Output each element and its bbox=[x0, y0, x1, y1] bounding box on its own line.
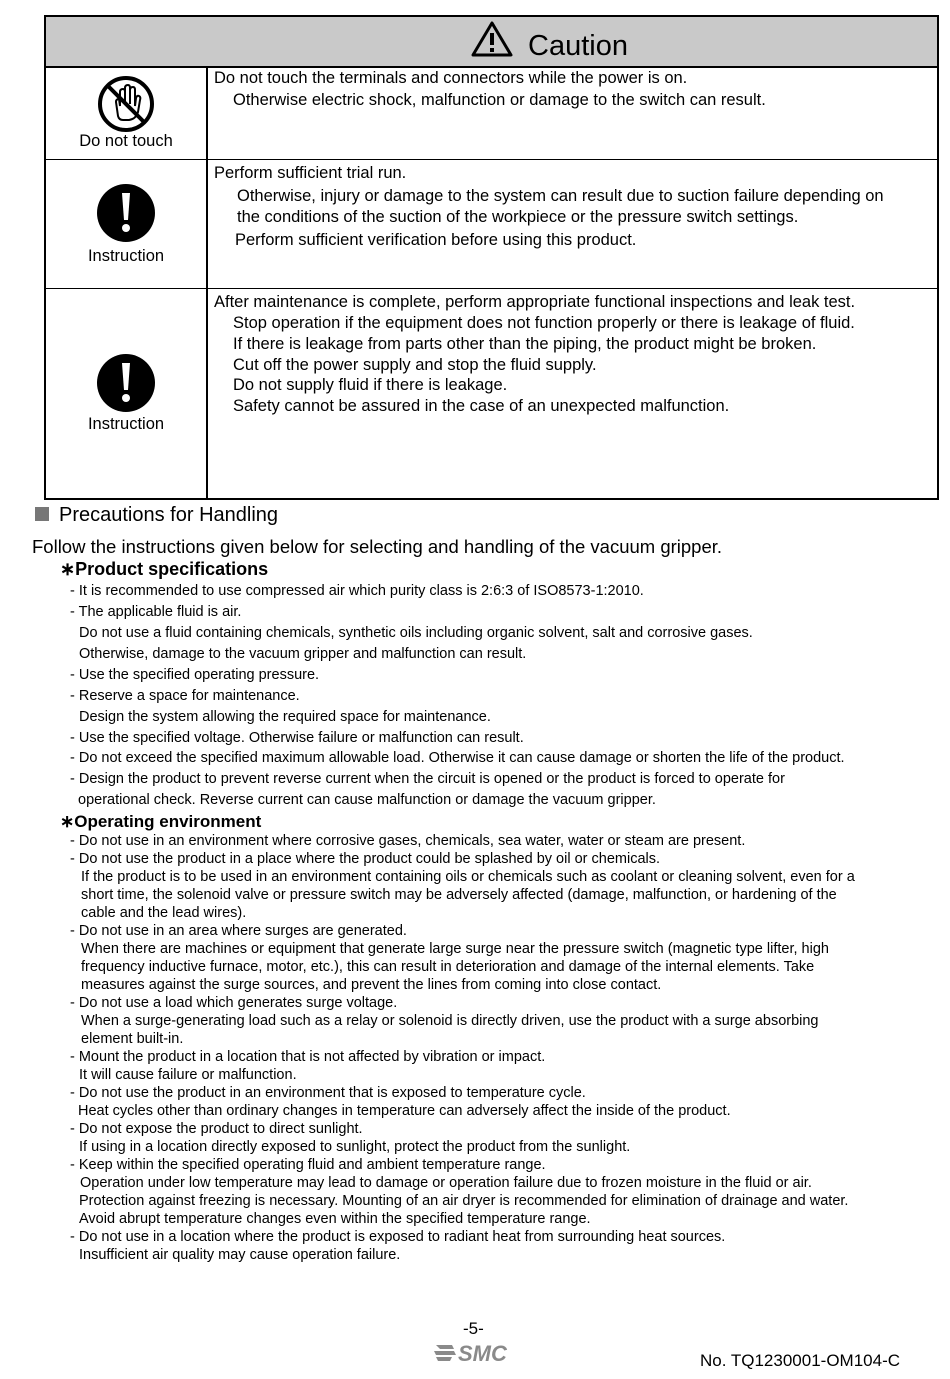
env-line: short time, the solenoid valve or pressure switch may be adversely affected (damage, malfunction, or hardening of the bbox=[81, 887, 837, 903]
caution-row-1-line-1: Do not touch the terminals and connectors while the power is on. bbox=[214, 69, 688, 87]
caution-row-3-line-4: Cut off the power supply and stop the fluid supply. bbox=[233, 356, 597, 374]
spec-line: - Do not exceed the specified maximum allowable load. Otherwise it can cause damage or shorten the life of the product. bbox=[70, 750, 845, 766]
caution-row-3-line-6: Safety cannot be assured in the case of an unexpected malfunction. bbox=[233, 397, 730, 415]
svg-text:SMC: SMC bbox=[458, 1341, 507, 1366]
env-line: measures against the surge sources, and prevent the lines from coming into close contact. bbox=[81, 977, 662, 993]
page-number: -5- bbox=[463, 1319, 484, 1338]
warning-triangle-icon bbox=[470, 20, 514, 58]
env-line: cable and the lead wires). bbox=[81, 905, 247, 921]
no-touch-icon bbox=[96, 74, 156, 139]
caution-row-2-line-4: Perform sufficient verification before using this product. bbox=[235, 231, 637, 249]
document-number: No. TQ1230001-OM104-C bbox=[700, 1351, 901, 1370]
spec-line: Design the system allowing the required space for maintenance. bbox=[79, 709, 491, 725]
env-line: - Mount the product in a location that is not affected by vibration or impact. bbox=[70, 1049, 546, 1065]
env-line: - Do not use in an environment where corrosive gases, chemicals, sea water, water or steam are present. bbox=[70, 833, 746, 849]
env-line: - Do not use in an area where surges are generated. bbox=[70, 923, 407, 939]
column-divider bbox=[206, 68, 208, 498]
env-line: When a surge-generating load such as a relay or solenoid is directly driven, use the product with a surge absorbing bbox=[81, 1013, 819, 1029]
spec-line: Do not use a fluid containing chemicals, synthetic oils including organic solvent, salt and corrosive gases. bbox=[79, 625, 753, 641]
caution-row-1-line-2: Otherwise electric shock, malfunction or damage to the switch can result. bbox=[233, 91, 766, 109]
env-line: - Do not use in a location where the product is exposed to radiant heat from surrounding heat sources. bbox=[70, 1229, 726, 1245]
operating-env-heading: ∗Operating environment bbox=[60, 812, 262, 831]
caution-row-3-line-3: If there is leakage from parts other than the piping, the product might be broken. bbox=[233, 335, 817, 353]
spec-line: - Use the specified voltage. Otherwise failure or malfunction can result. bbox=[70, 730, 524, 746]
env-line: - Do not use a load which generates surge voltage. bbox=[70, 995, 398, 1011]
caution-row-3-line-2: Stop operation if the equipment does not function properly or there is leakage of fluid. bbox=[233, 314, 855, 332]
row-divider bbox=[46, 159, 937, 160]
env-line: element built-in. bbox=[81, 1031, 184, 1047]
caution-row-2-line-2: Otherwise, injury or damage to the system can result due to suction failure depending on bbox=[237, 187, 884, 205]
env-line: - Keep within the specified operating fluid and ambient temperature range. bbox=[70, 1157, 546, 1173]
section-heading-text: Precautions for Handling bbox=[59, 504, 279, 526]
env-line: If using in a location directly exposed to sunlight, protect the product from the sunlight. bbox=[79, 1139, 631, 1155]
env-line: - Do not expose the product to direct sunlight. bbox=[70, 1121, 363, 1137]
row-divider bbox=[46, 288, 937, 289]
spec-line: - Use the specified operating pressure. bbox=[70, 667, 320, 683]
caution-row-3-line-5: Do not supply fluid if there is leakage. bbox=[233, 376, 508, 394]
spec-line: - Reserve a space for maintenance. bbox=[70, 688, 300, 704]
env-line: frequency inductive furnace, motor, etc.), this can result in deterioration and damage of the internal elements. Take bbox=[81, 959, 815, 975]
smc-logo bbox=[432, 1339, 520, 1372]
env-line: - Do not use the product in an environment that is exposed to temperature cycle. bbox=[70, 1085, 586, 1101]
section-heading bbox=[35, 504, 278, 527]
spec-line: - Design the product to prevent reverse current when the circuit is opened or the product is forced to operate for bbox=[70, 771, 785, 787]
env-line: If the product is to be used in an environment containing oils or chemicals such as coolant or cleaning solvent, even for a bbox=[81, 869, 855, 885]
env-line: It will cause failure or malfunction. bbox=[79, 1067, 297, 1083]
spec-line: - It is recommended to use compressed air which purity class is 2:6:3 of ISO8573-1:2010. bbox=[70, 583, 644, 599]
icon-label-instruction: Instruction bbox=[87, 415, 165, 433]
caution-row-2-line-1: Perform sufficient trial run. bbox=[214, 164, 407, 182]
spec-line: Otherwise, damage to the vacuum gripper and malfunction can result. bbox=[79, 646, 527, 662]
caution-row-3-line-1: After maintenance is complete, perform appropriate functional inspections and leak test. bbox=[214, 293, 856, 311]
env-line: Protection against freezing is necessary. Mounting of an air dryer is recommended for elimination of drainage and water. bbox=[79, 1193, 849, 1209]
env-line: Operation under low temperature may lead to damage or operation failure due to frozen moisture in the fluid or air. bbox=[80, 1175, 812, 1191]
env-line: Insufficient air quality may cause operation failure. bbox=[79, 1247, 401, 1263]
caution-header bbox=[46, 17, 937, 68]
env-line: - Do not use the product in a place where the product could be splashed by oil or chemicals. bbox=[70, 851, 661, 867]
exclamation-icon bbox=[96, 183, 156, 248]
square-bullet-icon bbox=[35, 507, 49, 521]
env-line: Heat cycles other than ordinary changes in temperature can adversely affect the inside of the product. bbox=[78, 1103, 731, 1119]
caution-row-2-line-3: the conditions of the suction of the workpiece or the pressure switch settings. bbox=[237, 208, 799, 226]
exclamation-icon bbox=[96, 353, 156, 418]
env-line: When there are machines or equipment that generate large surge near the pressure switch (magnetic type lifter, high bbox=[81, 941, 829, 957]
spec-line: operational check. Reverse current can cause malfunction or damage the vacuum gripper. bbox=[78, 792, 656, 808]
icon-label-do-not-touch: Do not touch bbox=[79, 132, 173, 150]
spec-line: - The applicable fluid is air. bbox=[70, 604, 242, 620]
caution-table bbox=[44, 15, 939, 500]
icon-label-instruction: Instruction bbox=[87, 247, 165, 265]
caution-title: Caution bbox=[528, 30, 628, 62]
intro-text: Follow the instructions given below for selecting and handling of the vacuum gripper. bbox=[32, 536, 723, 557]
product-spec-heading: ∗Product specifications bbox=[60, 559, 269, 579]
env-line: Avoid abrupt temperature changes even within the specified temperature range. bbox=[79, 1211, 591, 1227]
